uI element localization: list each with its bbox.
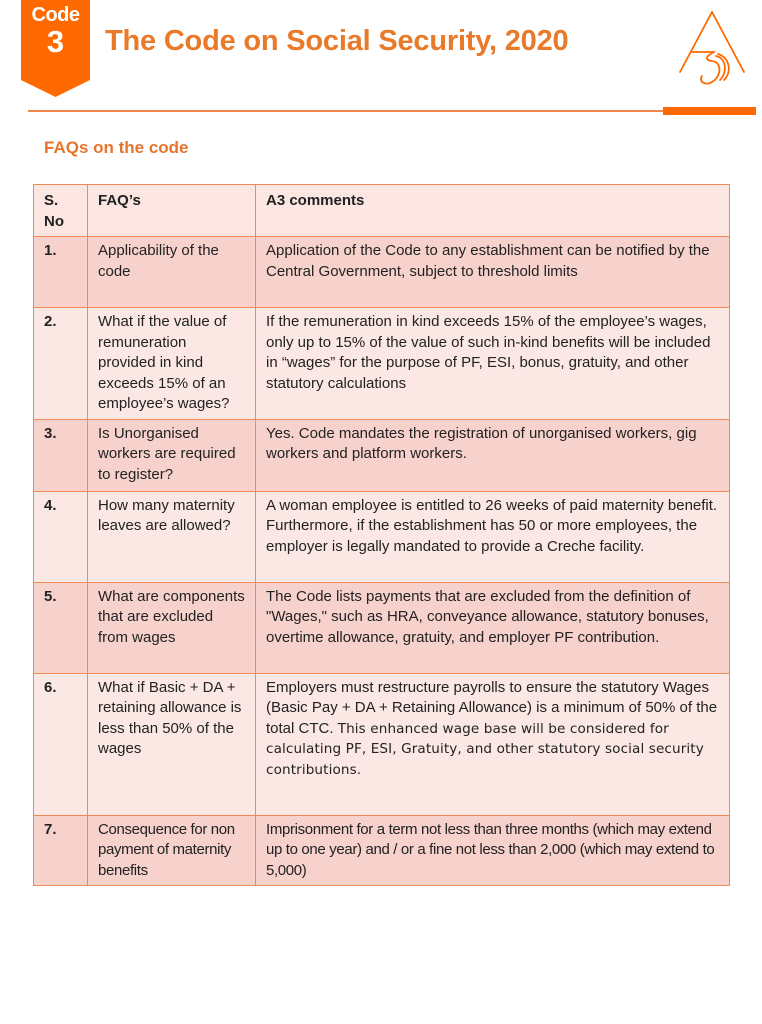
table-row bbox=[34, 815, 730, 886]
table-row bbox=[34, 237, 730, 308]
row-sno: 4. bbox=[34, 491, 88, 582]
header-divider-accent bbox=[663, 107, 756, 115]
row-sno: 7. bbox=[34, 815, 88, 886]
code-badge bbox=[21, 0, 90, 97]
header-sno: S. No bbox=[34, 185, 88, 237]
row-comment: If the remuneration in kind exceeds 15% of the employee’s wages, only up to 15% of the value of such in-kind benefits will be included in “wages” for the purpose of PF, ESI, bonus, gratuity, and other statutory calculations bbox=[256, 308, 730, 420]
row-sno: 2. bbox=[34, 308, 88, 420]
table-row bbox=[34, 419, 730, 491]
row-sno: 1. bbox=[34, 237, 88, 308]
badge-number: 3 bbox=[46, 24, 65, 59]
row-comment bbox=[256, 673, 730, 815]
row-faq: What if the value of remuneration provided in kind exceeds 15% of an employee’s wages? bbox=[88, 308, 256, 420]
a3-logo-icon bbox=[676, 10, 748, 88]
row-comment: Imprisonment for a term not less than three months (which may extend up to one year) and / or a fine not less than 2,000 (which may extend to 5,000) bbox=[256, 815, 730, 886]
faq-table bbox=[33, 184, 730, 886]
table-row bbox=[34, 582, 730, 673]
row-faq: Is Unorganised workers are required to register? bbox=[88, 419, 256, 491]
table-row bbox=[34, 673, 730, 815]
header-divider bbox=[28, 110, 664, 112]
header-comments: A3 comments bbox=[256, 185, 730, 237]
row-comment-part1: Employers must restructure payrolls to ensure the statutory Wages (Basic Pay + DA + Retaining Allowance) is a minimum of 50% of the total CTC. bbox=[266, 678, 718, 737]
row-comment: Application of the Code to any establishment can be notified by the Central Government, subject to threshold limits bbox=[256, 237, 730, 308]
page-title: The Code on Social Security, 2020 bbox=[105, 25, 569, 57]
row-comment: The Code lists payments that are excluded from the definition of "Wages," such as HRA, conveyance allowance, statutory bonuses, overtime allowance, gratuity, and employer PF contribution. bbox=[256, 582, 730, 673]
section-title: FAQs on the code bbox=[44, 138, 189, 157]
row-sno: 3. bbox=[34, 419, 88, 491]
row-faq: Applicability of the code bbox=[88, 237, 256, 308]
row-sno: 6. bbox=[34, 673, 88, 815]
table-row bbox=[34, 491, 730, 582]
row-faq: Consequence for non payment of maternity benefits bbox=[88, 815, 256, 886]
row-faq: How many maternity leaves are allowed? bbox=[88, 491, 256, 582]
table-header-row bbox=[34, 185, 730, 237]
row-faq: What are components that are excluded from wages bbox=[88, 582, 256, 673]
header-faq: FAQ’s bbox=[88, 185, 256, 237]
row-faq: What if Basic + DA + retaining allowance is less than 50% of the wages bbox=[88, 673, 256, 815]
badge-word: Code bbox=[31, 4, 80, 26]
row-sno: 5. bbox=[34, 582, 88, 673]
row-comment: A woman employee is entitled to 26 weeks of paid maternity benefit. Furthermore, if the establishment has 50 or more employees, the employer is legally mandated to provide a Creche facility. bbox=[256, 491, 730, 582]
row-comment-part2: This enhanced wage base will be considered for calculating PF, ESI, Gratuity, and other statutory social security contributions. bbox=[266, 720, 704, 778]
table-row bbox=[34, 308, 730, 420]
row-comment: Yes. Code mandates the registration of unorganised workers, gig workers and platform workers. bbox=[256, 419, 730, 491]
